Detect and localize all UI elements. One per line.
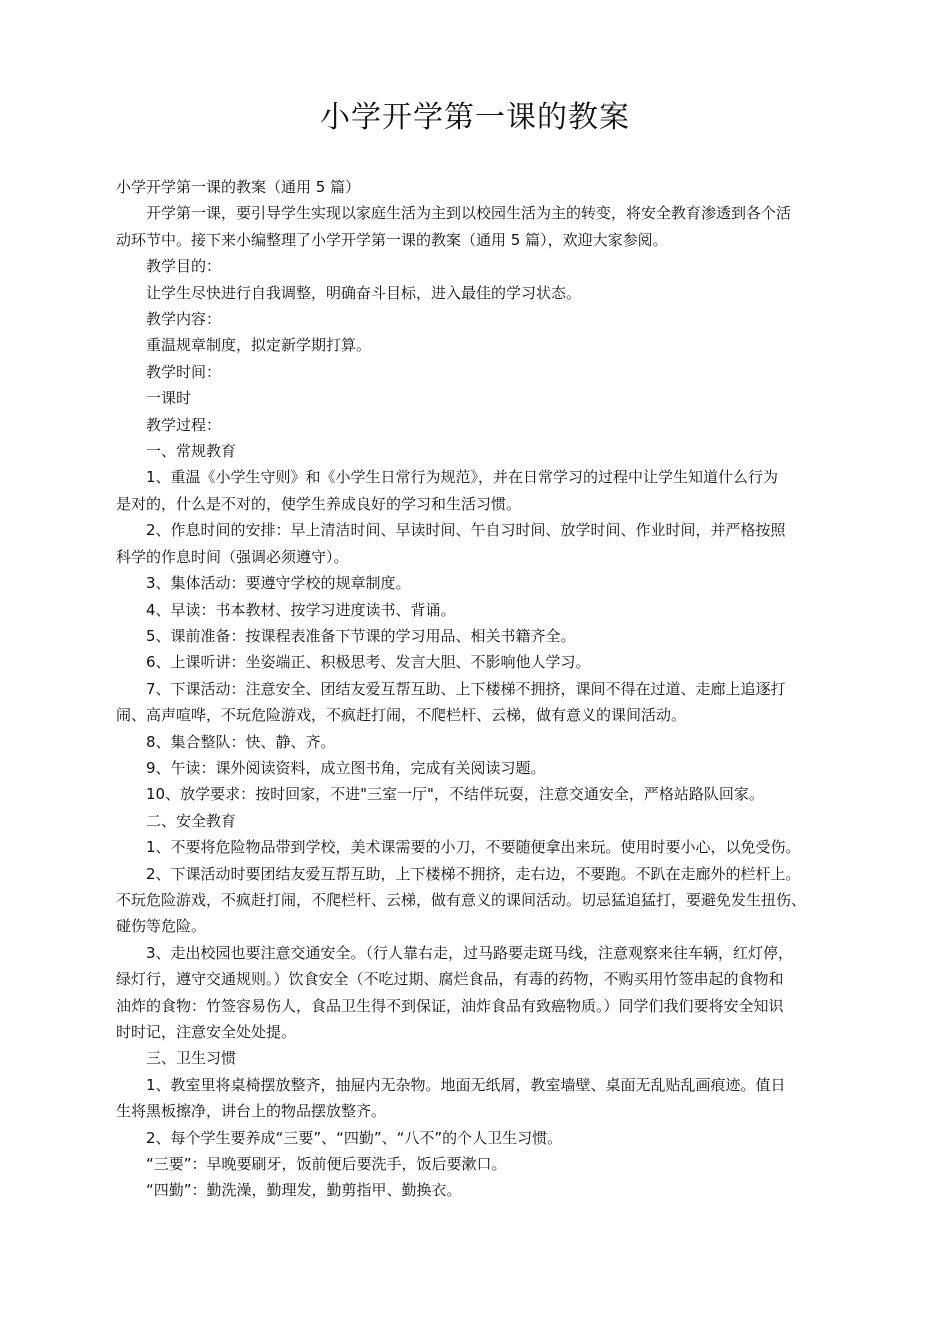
text-line: 10、放学要求：按时回家，不进"三室一厅"，不结伴玩耍，注意交通安全，严格站路队回家。: [146, 785, 764, 804]
text-line: 动环节中。接下来小编整理了小学开学第一课的教案（通用 5 篇），欢迎大家参阅。: [116, 230, 668, 249]
text-line: 5、课前准备：按课程表准备下节课的学习用品、相关书籍齐全。: [146, 626, 576, 645]
text-line: 2、下课活动时要团结友爱互帮互助，上下楼梯不拥挤，走右边，不要跑。不趴在走廊外的栏杆上。: [146, 864, 801, 883]
document-title: 小学开学第一课的教案: [320, 100, 630, 135]
text-line: “三要”：早晚要刷牙，饭前便后要洗手，饭后要漱口。: [146, 1155, 507, 1174]
text-line: 二、安全教育: [146, 811, 237, 830]
text-line: 1、不要将危险物品带到学校，美术课需要的小刀，不要随便拿出来玩。使用时要小心，以免受伤。: [146, 838, 801, 857]
text-line: 绿灯行，遵守交通规则。）饮食安全（不吃过期、腐烂食品，有毒的药物，不购买用竹签串起的食物和: [116, 970, 784, 989]
text-line: 一、常规教育: [146, 442, 237, 461]
text-line: 闹、高声喧哗，不玩危险游戏，不疯赶打闹，不爬栏杆、云梯，做有意义的课间活动。: [116, 706, 687, 725]
text-line: 教学内容：: [146, 310, 222, 329]
text-line: 6、上课听讲：坐姿端正、积极思考、发言大胆、不影响他人学习。: [146, 653, 591, 672]
text-line: 生将黑板擦净，讲台上的物品摆放整齐。: [116, 1102, 387, 1121]
text-line: 8、集合整队：快、静、齐。: [146, 732, 336, 751]
text-line: 一课时: [146, 389, 192, 408]
text-line: 三、卫生习惯: [146, 1049, 237, 1068]
text-line: 开学第一课，要引导学生实现以家庭生活为主到以校园生活为主的转变，将安全教育渗透到各个活: [146, 204, 792, 223]
text-line: 4、早读：书本教材、按学习进度读书、背诵。: [146, 600, 456, 619]
text-line: 油炸的食物：竹签容易伤人，食品卫生得不到保证，油炸食品有致癌物质。）同学们我们要将安全知识: [116, 996, 784, 1015]
text-line: 9、午读：课外阅读资料，成立图书角，完成有关阅读习题。: [146, 758, 546, 777]
text-line: 让学生尽快进行自我调整，明确奋斗目标，进入最佳的学习状态。: [146, 283, 582, 302]
text-line: “四勤”：勤洗澡，勤理发，勤剪指甲、勤换衣。: [146, 1181, 462, 1200]
text-line: 碰伤等危险。: [116, 917, 207, 936]
text-line: 是对的，什么是不对的，使学生养成良好的学习和生活习惯。: [116, 494, 522, 513]
text-line: 教学时间：: [146, 362, 222, 381]
text-line: 时时记，注意安全处处提。: [116, 1023, 297, 1041]
text-line: 7、下课活动：注意安全、团结友爱互帮互助、上下楼梯不拥挤，课间不得在过道、走廊上追逐打: [146, 679, 786, 698]
text-line: 2、每个学生要养成“三要”、“四勤”、“八不”的个人卫生习惯。: [146, 1128, 563, 1147]
text-line: 1、教室里将桌椅摆放整齐，抽屉内无杂物。地面无纸屑，教室墙壁、桌面无乱贴乱画痕迹。值日: [146, 1075, 786, 1094]
text-line: 不玩危险游戏，不疯赶打闹，不爬栏杆、云梯，做有意义的课间活动。切忌猛追猛打，要避免发生扭伤、: [116, 890, 807, 909]
text-line: 1、重温《小学生守则》和《小学生日常行为规范》，并在日常学习的过程中让学生知道什么行为: [146, 468, 779, 487]
text-line: 重温规章制度，拟定新学期打算。: [146, 336, 372, 355]
text-line: 小学开学第一课的教案（通用 5 篇）: [116, 178, 361, 196]
text-line: 3、集体活动：要遵守学校的规章制度。: [146, 574, 411, 593]
text-line: 3、走出校园也要注意交通安全。（行人靠右走，过马路要走斑马线，注意观察来往车辆，红灯停，: [146, 943, 794, 962]
text-line: 科学的作息时间（强调必须遵守）。: [116, 547, 349, 566]
document-body: [116, 174, 838, 1204]
text-line: 2、作息时间的安排：早上清洁时间、早读时间、午自习时间、放学时间、作业时间，并严格按照: [146, 521, 786, 540]
text-line: 教学过程：: [146, 415, 222, 434]
text-line: 教学目的：: [146, 257, 222, 276]
